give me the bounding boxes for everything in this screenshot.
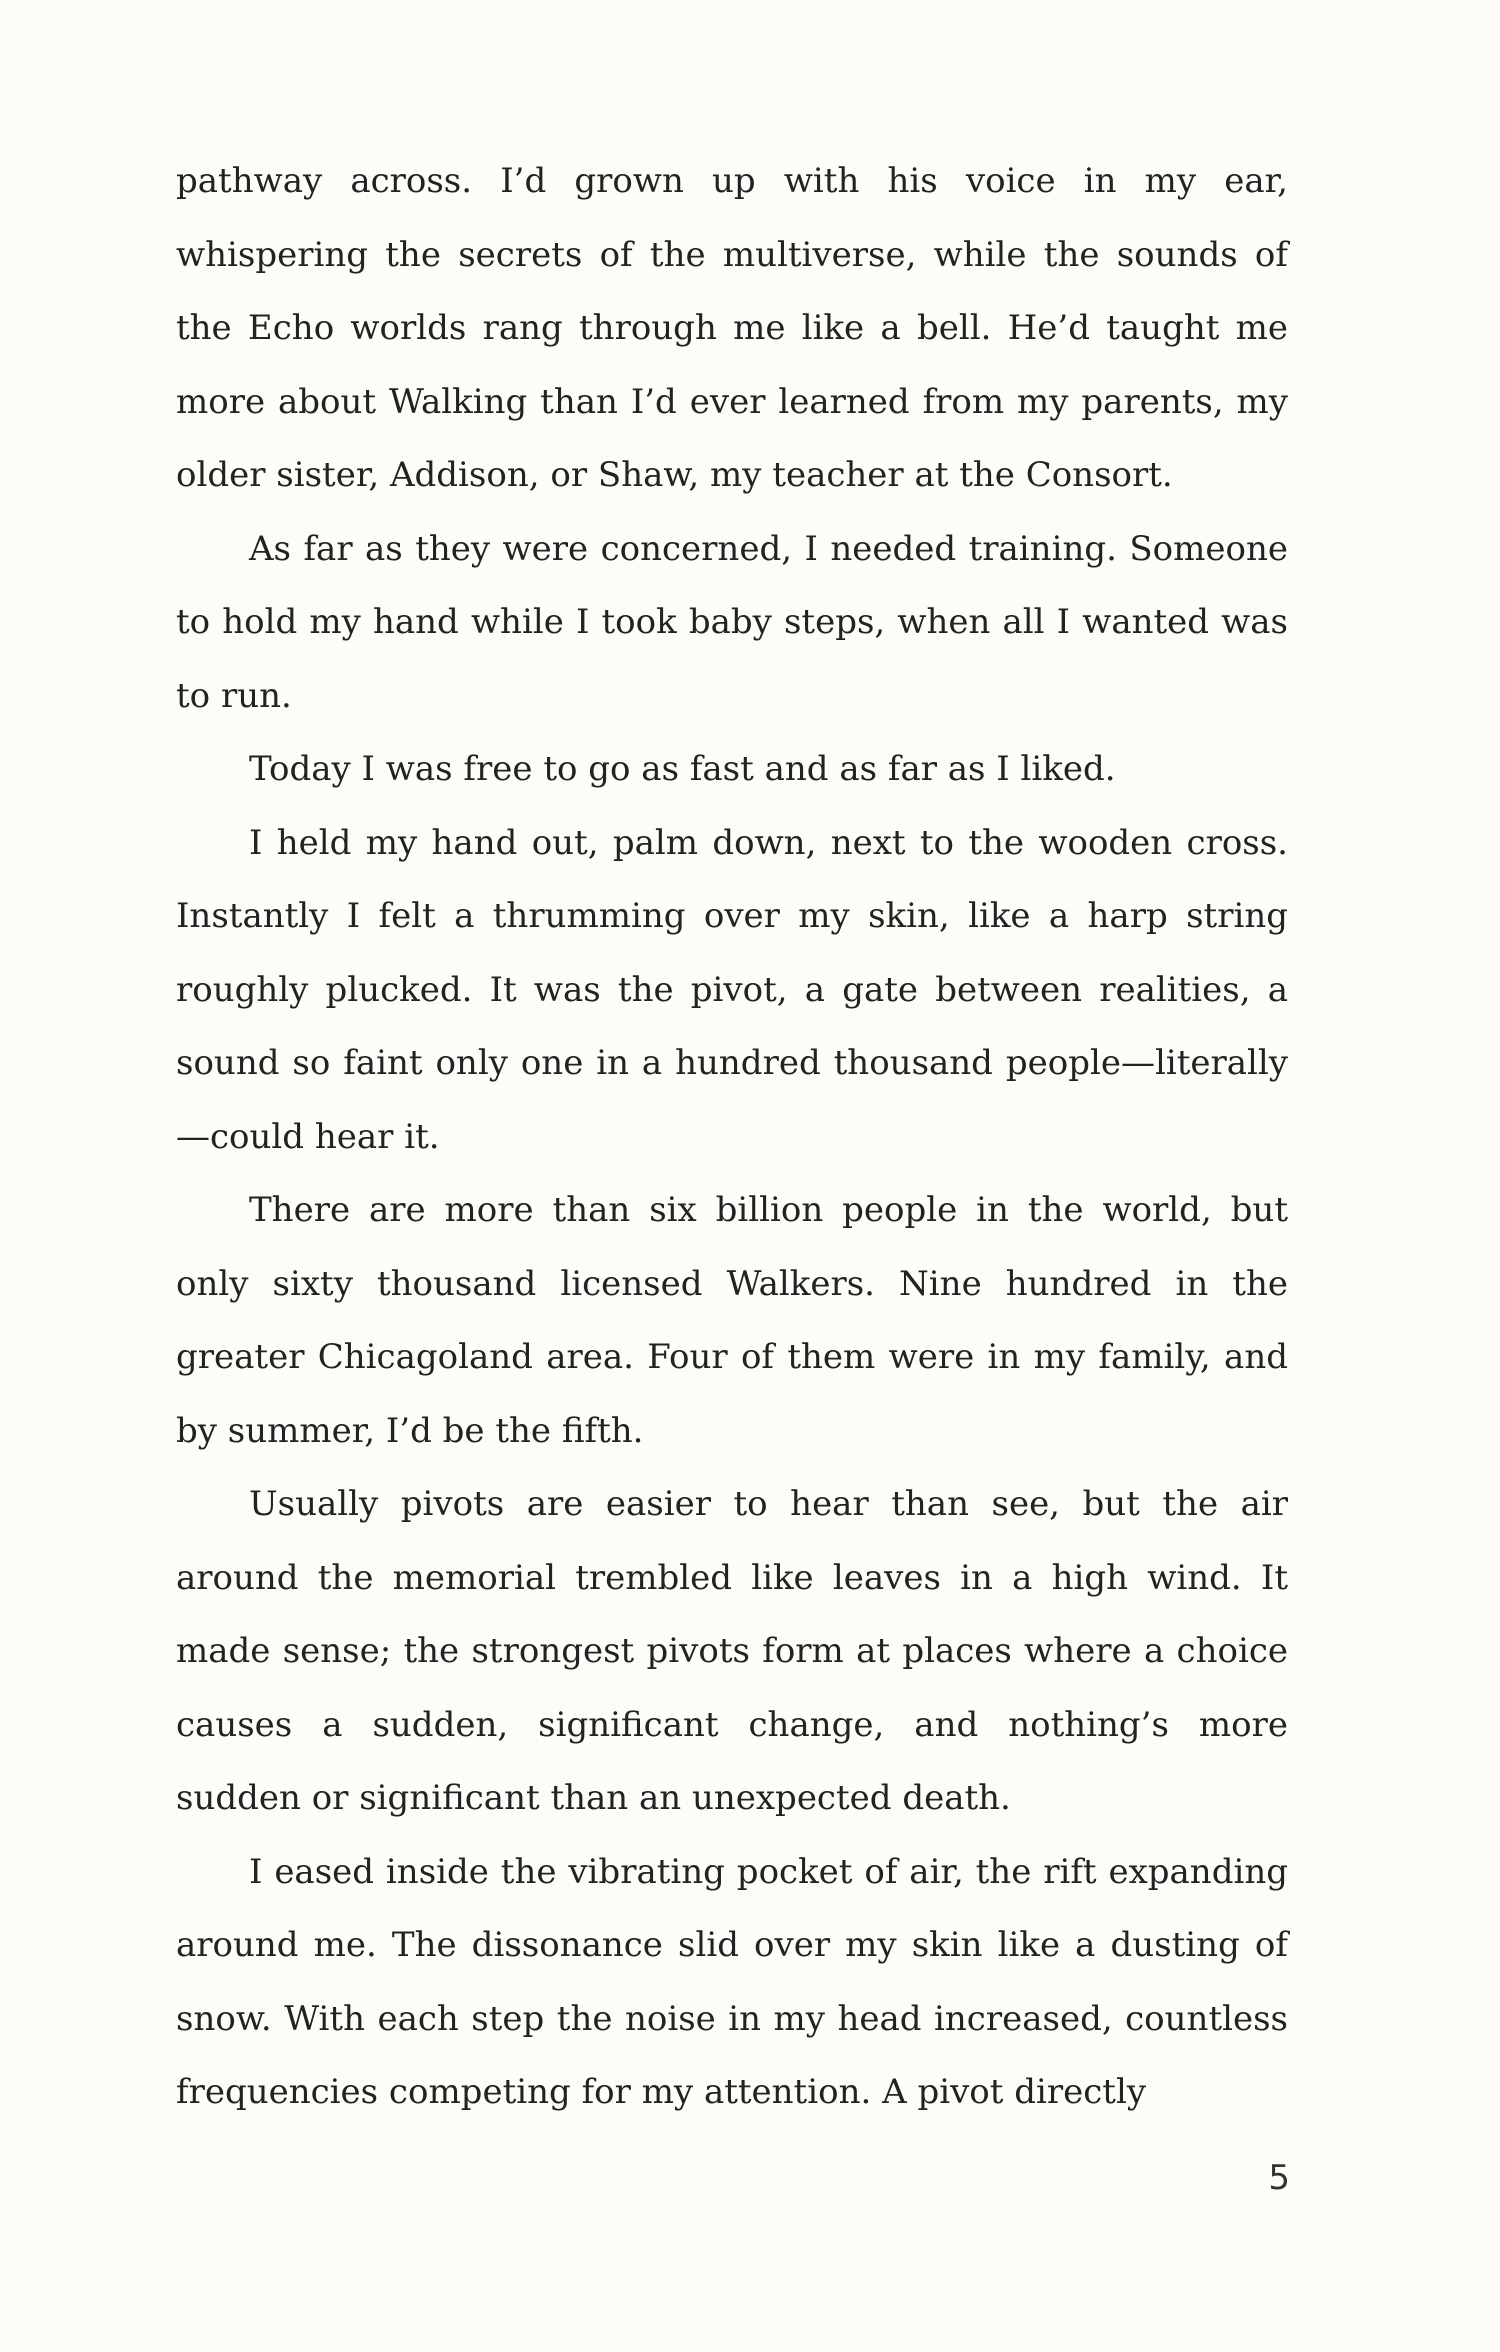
- paragraph: There are more than six billion people in the world, but only sixty thousand licensed Walkers. Nine hundred in the greater Chicagoland area. Four of them were in my family, and by summer, I’d be the fifth.: [176, 1190, 1288, 1451]
- page-number: 5: [1268, 2158, 1290, 2198]
- paragraph: Usually pivots are easier to hear than see, but the air around the memorial trembled like leaves in a high wind. It made sense; the strongest pivots form at places where a choice causes a sudden, significant change, and nothing’s more sudden or significant than an unexpected death.: [176, 1484, 1288, 1818]
- paragraph: Today I was free to go as fast and as far as I liked.: [249, 749, 1116, 789]
- body-text: [176, 145, 1288, 2130]
- paragraph: I held my hand out, palm down, next to the wooden cross. Instantly I felt a thrumming over my skin, like a harp string roughly plucked. It was the pivot, a gate between realities, a sound so faint only one in a hundred thousand people—literally—could hear it.: [176, 822, 1288, 1157]
- paragraph: pathway across. I’d grown up with his voice in my ear, whispering the secrets of the multiverse, while the sounds of the Echo worlds rang through me like a bell. He’d taught me more about Walking than I’d ever learned from my parents, my older sister, Addison, or Shaw, my teacher at the Consort.: [176, 161, 1288, 495]
- paragraph: I eased inside the vibrating pocket of air, the rift expanding around me. The dissonance slid over my skin like a dusting of snow. With each step the noise in my head increased, countless frequencies competing for my attention. A pivot directly: [176, 1851, 1288, 2112]
- paragraph: As far as they were concerned, I needed training. Someone to hold my hand while I took baby steps, when all I wanted was to run.: [176, 528, 1288, 716]
